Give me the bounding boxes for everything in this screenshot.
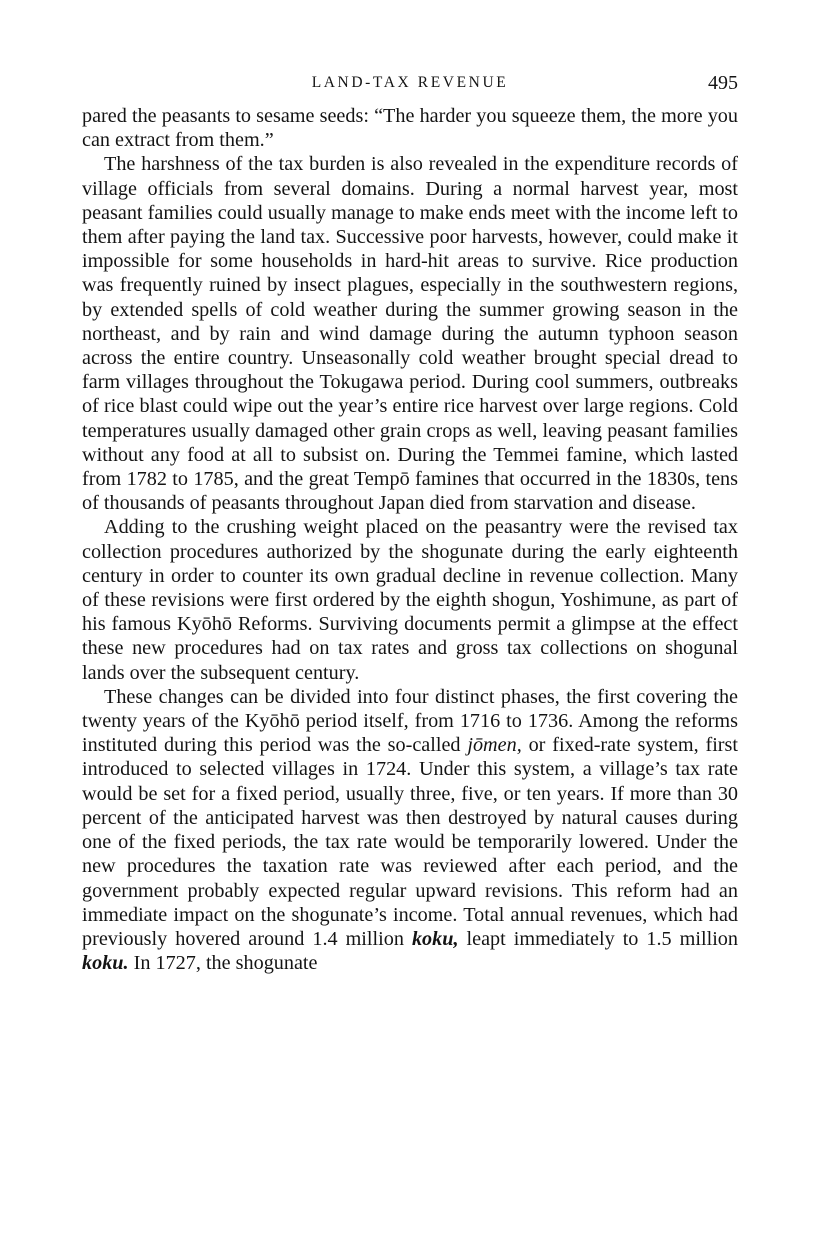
- italic-term: jōmen,: [467, 734, 522, 757]
- book-page: [82, 66, 738, 975]
- paragraph: [82, 685, 738, 975]
- text-run: or fixed-rate system, first introduced to selected villages in 1724. Under this system, a village’s tax rate would be set for a fixed period, usually three, five, or ten years. If more than 30 percent of the anticipated harvest was then destroyed by natural causes during one of the fixed periods, the tax rate would be temporarily lowered. Under the new procedures the taxation rate was reviewed after each period, and the government probably expected regular upward revisions. This reform had an immediate impact on the shogunate’s income. Total annual revenues, which had previously hovered around 1.4 million: [82, 734, 738, 950]
- italic-term: koku.: [82, 952, 129, 975]
- text-run: In 1727, the shogunate: [128, 952, 318, 975]
- body-text: [82, 104, 738, 975]
- italic-term: koku,: [411, 927, 459, 950]
- running-head: [82, 66, 738, 104]
- page-number: 495: [708, 72, 738, 94]
- paragraph: Adding to the crushing weight placed on the peasantry were the revised tax collection procedures authorized by the shogunate during the early eighteenth century in order to counter its own gradual decline in revenue collection. Many of these revisions were first ordered by the eighth shogun, Yoshimune, as part of his famous Kyōhō Reforms. Surviving documents permit a glimpse at the effect these new procedures had on tax rates and gross tax collections on shogunal lands over the subsequent century.: [82, 516, 738, 684]
- running-title: LAND-TAX REVENUE: [311, 74, 509, 91]
- paragraph: The harshness of the tax burden is also revealed in the expenditure records of village officials from several domains. During a normal harvest year, most peasant families could usually manage to make ends meet with the income left to them after paying the land tax. Successive poor harvests, however, could make it impossible for some households in hard-hit areas to survive. Rice production was frequently ruined by insect plagues, especially in the southwestern regions, by extended spells of cold weather during the summer growing season in the northeast, and by rain and wind damage during the autumn typhoon season across the entire country. Unseasonally cold weather brought special dread to farm villages throughout the Tokugawa period. During cool summers, outbreaks of rice blast could wipe out the year’s entire rice harvest over large regions. Cold temperatures usually damaged other grain crops as well, leaving peasant families without any food at all to subsist on. During the Temmei famine, which lasted from 1782 to 1785, and the great Tempō famines that occurred in the 1830s, tens of thousands of peasants throughout Japan died from starvation and disease.: [82, 153, 738, 515]
- text-run: leapt immediately to 1.5 million: [458, 927, 738, 950]
- text-run: These changes can be divided into four distinct phases, the first covering the twenty years of the Kyōhō period itself, from 1716 to 1736. Among the reforms instituted during this period was the so-called: [82, 685, 738, 757]
- paragraph: pared the peasants to sesame seeds: “The harder you squeeze them, the more you can extract from them.”: [82, 105, 738, 152]
